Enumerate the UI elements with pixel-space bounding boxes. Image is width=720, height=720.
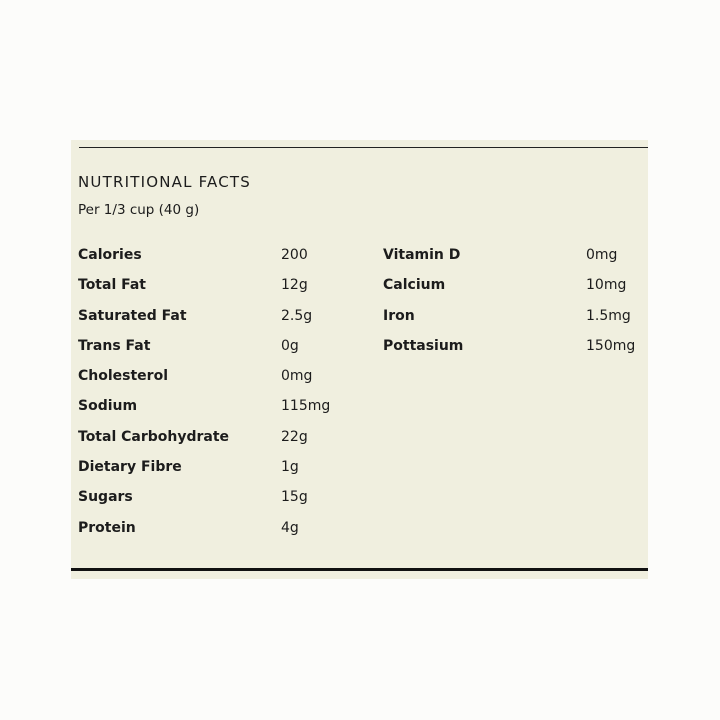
nutrient-name: Calcium <box>383 277 446 294</box>
nutrient-column-right <box>383 247 643 368</box>
nutrient-value: 2.5g <box>281 307 313 324</box>
nutrient-name: Vitamin D <box>383 247 461 263</box>
nutrient-name: Total Fat <box>78 277 147 294</box>
nutrient-value: 10mg <box>586 277 627 294</box>
nutrient-name: Dietary Fibre <box>78 459 182 476</box>
nutrient-name: Sodium <box>78 398 138 415</box>
nutrient-value: 4g <box>281 519 299 536</box>
nutrient-name: Sugars <box>78 489 133 506</box>
nutrient-row <box>78 429 368 459</box>
nutrient-row <box>383 277 643 307</box>
nutrient-name: Cholesterol <box>78 368 168 385</box>
nutrient-value: 15g <box>281 489 308 506</box>
nutrient-value: 1g <box>281 459 299 476</box>
nutrient-row <box>383 308 643 338</box>
nutrient-value: 22g <box>281 428 308 445</box>
nutrient-row <box>78 398 368 428</box>
nutrient-value: 12g <box>281 277 308 294</box>
nutrition-facts-panel <box>71 140 648 579</box>
nutrient-row <box>78 459 368 489</box>
nutrient-column-left <box>78 247 368 550</box>
nutrient-row <box>78 308 368 338</box>
nutrient-name: Total Carbohydrate <box>78 428 230 445</box>
nutrient-value: 200 <box>281 247 308 263</box>
nutrient-row <box>78 338 368 368</box>
nutrient-row <box>78 489 368 519</box>
nutrient-row <box>78 277 368 307</box>
serving-size: Per 1/3 cup (40 g) <box>78 202 200 218</box>
bottom-divider <box>71 568 648 571</box>
nutrient-row <box>78 368 368 398</box>
nutrient-name: Trans Fat <box>78 337 151 354</box>
nutrient-name: Saturated Fat <box>78 307 187 324</box>
nutrient-row <box>383 247 643 277</box>
nutrient-row <box>78 247 368 277</box>
top-divider <box>79 147 648 148</box>
nutrient-value: 150mg <box>586 337 636 354</box>
nutrient-value: 0g <box>281 337 299 354</box>
nutrient-name: Pottasium <box>383 337 464 354</box>
nutrient-value: 0mg <box>586 247 618 263</box>
nutrient-row <box>78 520 368 550</box>
nutrient-value: 0mg <box>281 368 313 385</box>
nutrient-name: Iron <box>383 307 415 324</box>
nutrient-value: 1.5mg <box>586 307 631 324</box>
nutrient-row <box>383 338 643 368</box>
nutrient-name: Protein <box>78 519 136 536</box>
nutrient-name: Calories <box>78 247 142 263</box>
panel-title: NUTRITIONAL FACTS <box>78 173 252 191</box>
nutrient-value: 115mg <box>281 398 331 415</box>
